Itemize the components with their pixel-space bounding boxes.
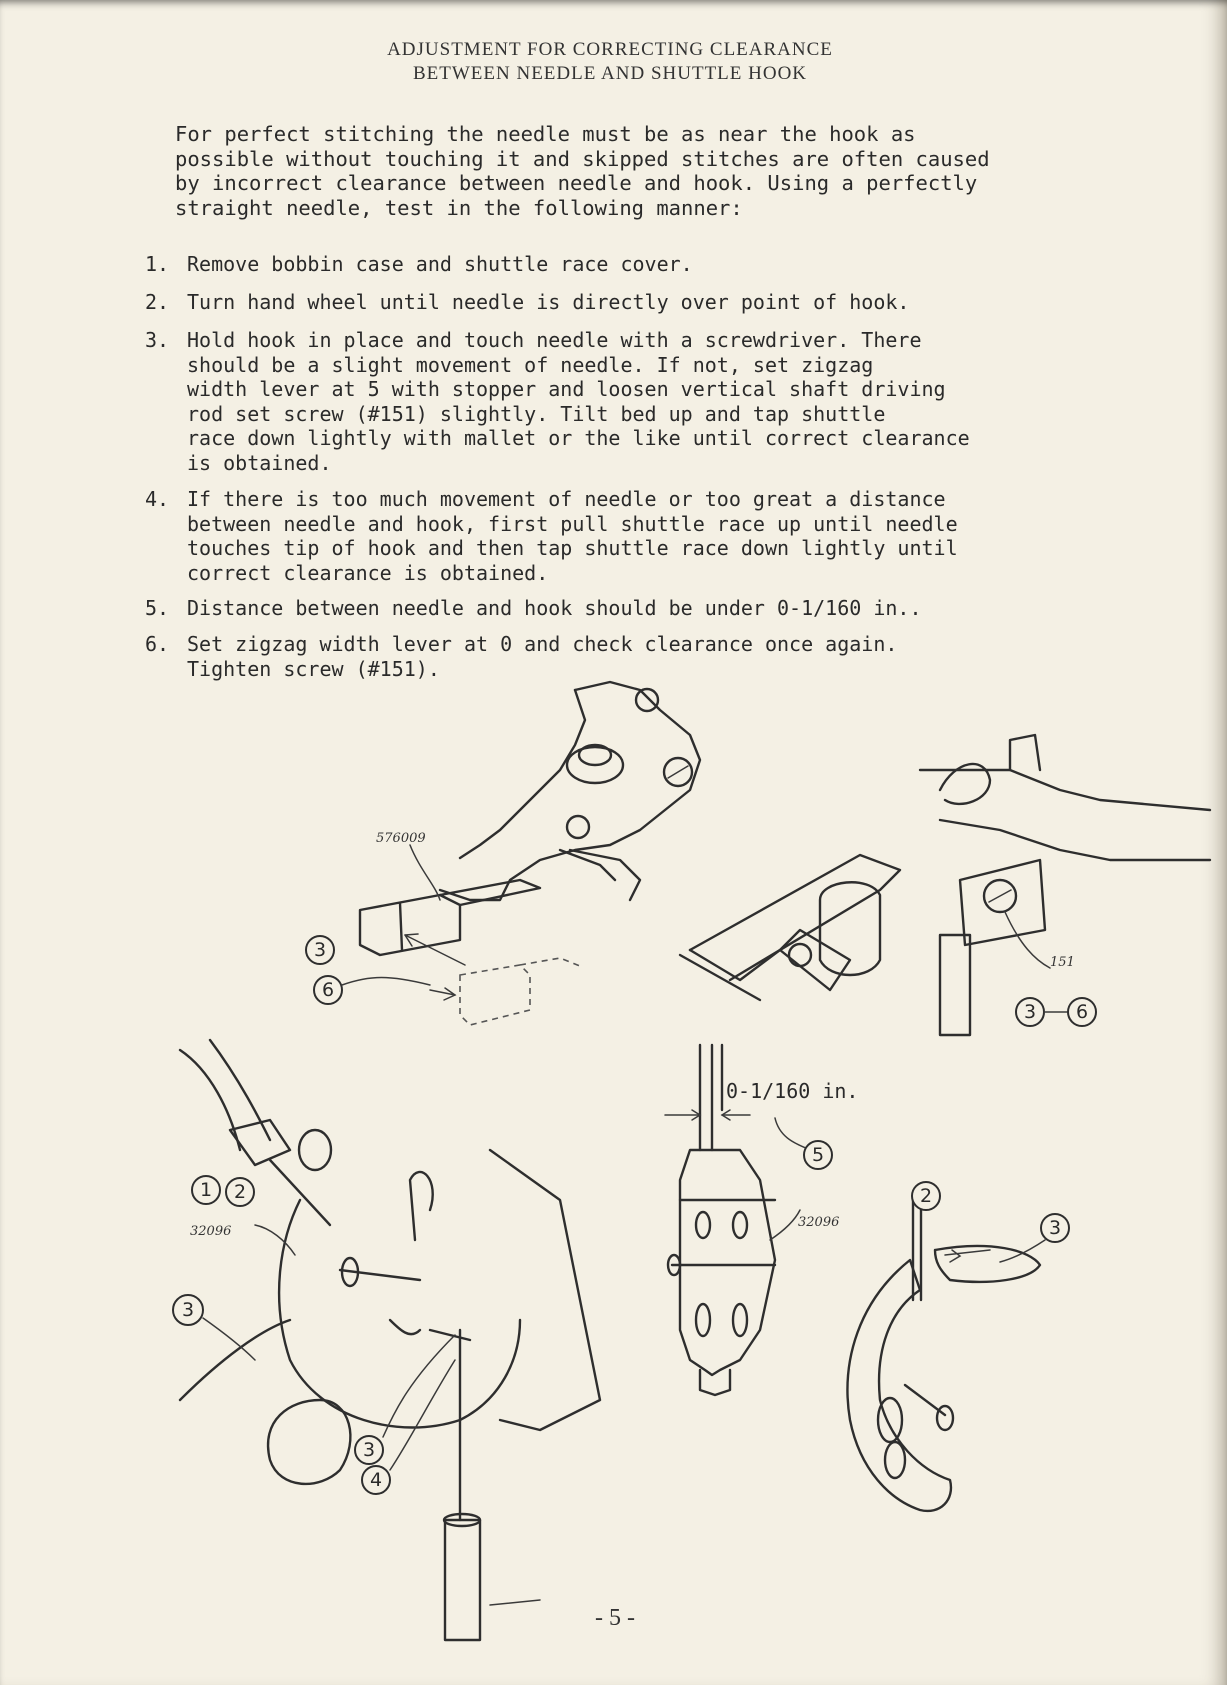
hook-body bbox=[279, 1200, 520, 1428]
step-number: 2. bbox=[145, 290, 170, 314]
leader-line bbox=[770, 1210, 800, 1240]
callout-label: 6 bbox=[1075, 1001, 1089, 1023]
callout-label: 6 bbox=[321, 979, 335, 1001]
shaft-block bbox=[960, 860, 1045, 945]
block-576009 bbox=[360, 895, 460, 955]
case-slot bbox=[696, 1304, 710, 1336]
step-line: rod set screw (#151) slightly. Tilt bed up and tap shuttle bbox=[187, 401, 886, 426]
callout-label: 3 bbox=[181, 1299, 195, 1321]
callout-label: 3 bbox=[362, 1439, 376, 1461]
title-line-1: ADJUSTMENT FOR CORRECTING CLEARANCE bbox=[387, 39, 833, 60]
intro-line: possible without touching it and skipped stitches are often caused bbox=[175, 146, 990, 171]
title-line-2: BETWEEN NEEDLE AND SHUTTLE HOOK bbox=[412, 63, 808, 84]
screw-slot bbox=[989, 890, 1011, 902]
leader-line bbox=[410, 845, 440, 900]
case-slot bbox=[696, 1212, 710, 1238]
hook-window bbox=[878, 1398, 902, 1442]
step-line: If there is too much movement of needle or too great a distance bbox=[187, 487, 946, 511]
vertical-shaft bbox=[940, 935, 970, 1035]
step-line: between needle and hook, first pull shuttle race up until needle bbox=[187, 511, 958, 536]
bracket-spring bbox=[560, 850, 640, 900]
hook-latch bbox=[410, 1172, 433, 1240]
block-ghost-arm bbox=[520, 958, 580, 966]
intro-line: straight needle, test in the following manner: bbox=[175, 195, 743, 220]
step-line: touches tip of hook and then tap shuttle race down lightly until bbox=[187, 536, 958, 560]
rod-end bbox=[690, 950, 780, 980]
step-line: Remove bobbin case and shuttle race cover. bbox=[187, 252, 693, 276]
pin-end bbox=[937, 1406, 953, 1430]
step-line: is obtained. bbox=[187, 450, 332, 475]
clamp-screw bbox=[789, 944, 811, 966]
step-line: Hold hook in place and touch needle with a screwdriver. There bbox=[187, 328, 922, 352]
leader-line bbox=[342, 978, 430, 986]
figure-5-hook-closeup bbox=[848, 1182, 1070, 1511]
step-line: race down lightly with mallet or the like until correct clearance bbox=[187, 426, 970, 450]
part-number-label: 151 bbox=[1050, 955, 1075, 970]
thumb-screw bbox=[299, 1130, 331, 1170]
clearance-measurement: 0-1/160 in. bbox=[726, 1079, 859, 1103]
shuttle-hook bbox=[848, 1260, 951, 1511]
part-number-label: 32096 bbox=[798, 1215, 840, 1230]
step-line: Set zigzag width lever at 0 and check clearance once again. bbox=[187, 632, 898, 656]
callout-label: 3 bbox=[313, 939, 327, 961]
step-number: 5. bbox=[145, 596, 170, 620]
finger bbox=[180, 1320, 290, 1400]
part-number-label: 576009 bbox=[376, 831, 426, 846]
figure-3-hook-screwdriver bbox=[173, 1040, 600, 1640]
arrow-line bbox=[490, 1600, 540, 1605]
bobbin-case bbox=[680, 1150, 775, 1375]
arrow-line bbox=[405, 935, 465, 965]
feed-rod bbox=[680, 955, 760, 1000]
step-number: 6. bbox=[145, 632, 170, 656]
screwdriver-tip bbox=[935, 1246, 1040, 1282]
intro-line: For perfect stitching the needle must be as near the hook as bbox=[175, 122, 916, 146]
screw-slot bbox=[668, 766, 688, 778]
leader-line bbox=[775, 1118, 810, 1150]
case-slot bbox=[733, 1304, 747, 1336]
callout-label: 1 bbox=[199, 1179, 213, 1201]
figure-2-shaft-assembly bbox=[680, 735, 1210, 1035]
step-line: should be a slight movement of needle. If not, set zigzag bbox=[187, 352, 874, 377]
step-line: Turn hand wheel until needle is directly over point of hook. bbox=[187, 290, 910, 314]
block-ghost bbox=[460, 965, 530, 1025]
step-number: 1. bbox=[145, 252, 170, 276]
bracket-outline bbox=[440, 682, 700, 900]
clamp bbox=[230, 1120, 290, 1165]
step-line: Tighten screw (#151). bbox=[187, 656, 440, 681]
hook-arrow bbox=[390, 1320, 470, 1340]
screw-head bbox=[636, 689, 658, 711]
screwdriver-shaft bbox=[180, 1040, 270, 1150]
bobbin-pin bbox=[340, 1270, 420, 1280]
case-slot bbox=[733, 1212, 747, 1238]
page-number: - 5 - bbox=[595, 1605, 635, 1631]
callout-label: 3 bbox=[1023, 1001, 1037, 1023]
hex-post bbox=[1010, 735, 1040, 770]
needle-bar bbox=[445, 1520, 480, 1640]
leader-line bbox=[1000, 1240, 1045, 1262]
arm-bottom bbox=[940, 820, 1210, 860]
leader-line bbox=[383, 1335, 455, 1470]
leader-line bbox=[203, 1318, 255, 1360]
step-number: 3. bbox=[145, 328, 170, 352]
step-line: width lever at 5 with stopper and loosen vertical shaft driving bbox=[187, 377, 946, 401]
hook-window bbox=[885, 1442, 905, 1478]
block-edge bbox=[400, 903, 402, 950]
callout-label: 5 bbox=[811, 1144, 825, 1166]
callout-label: 2 bbox=[919, 1185, 933, 1207]
figure-1-bracket bbox=[306, 682, 700, 1025]
screw-head bbox=[567, 816, 589, 838]
part-number-label: 32096 bbox=[190, 1224, 232, 1239]
arrow-line bbox=[945, 1250, 990, 1262]
step-line: correct clearance is obtained. bbox=[187, 560, 549, 585]
bracket-edge bbox=[460, 690, 585, 858]
thumb bbox=[268, 1400, 350, 1484]
step-line: Distance between needle and hook should be under 0-1/160 in.. bbox=[187, 596, 922, 620]
figure-4-needle-clearance bbox=[665, 1045, 858, 1395]
callout-label: 2 bbox=[233, 1181, 247, 1203]
bed-block bbox=[490, 1150, 600, 1430]
step-number: 4. bbox=[145, 487, 170, 511]
callout-label: 4 bbox=[369, 1469, 383, 1491]
intro-line: by incorrect clearance between needle and hook. Using a perfectly bbox=[175, 171, 978, 195]
callout-label: 3 bbox=[1048, 1217, 1062, 1239]
